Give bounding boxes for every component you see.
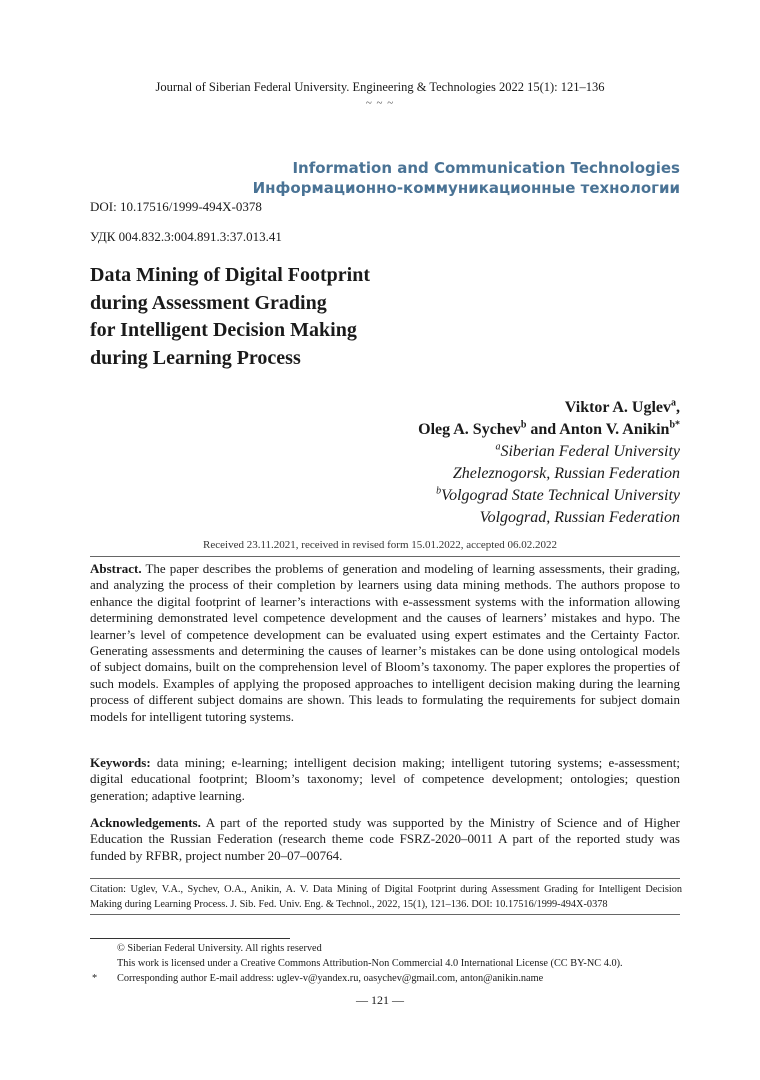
copyright-note: © Siberian Federal University. All rights reserved	[117, 943, 322, 954]
author-name: Oleg A. Sychev	[418, 421, 521, 438]
abstract-label: Abstract.	[90, 561, 142, 576]
affiliation-location: Volgograd, Russian Federation	[479, 509, 680, 526]
keywords	[90, 755, 680, 804]
author-line: Oleg A. Sychev$^b$ and Anton V. Anikin$^{b*}$	[418, 419, 680, 438]
asterisk-mark: *	[92, 973, 98, 984]
title-line: Data Mining of Digital Footprint	[90, 264, 370, 286]
section-title-ru: Информационно-коммуникационные технологии	[252, 179, 680, 197]
divider	[90, 914, 680, 915]
keywords-text: data mining; e-learning; intelligent decision making; intelligent tutoring systems; e-assessment; digital educational footprint; Bloom’s taxonomy; level of competence development; ontologies; question generation; adaptive learning.	[90, 755, 680, 803]
page-number: — 121 —	[356, 993, 404, 1007]
divider	[90, 878, 680, 879]
abstract	[90, 561, 680, 725]
affiliation: $^a$Siberian Federal University	[495, 441, 680, 460]
author-line: Viktor A. Uglev$^a$,	[564, 397, 680, 416]
journal-header: Journal of Siberian Federal University. Engineering & Technologies 2022 15(1): 121–136	[155, 80, 605, 94]
authors-block	[418, 397, 680, 529]
keywords-label: Keywords:	[90, 755, 151, 770]
udk-code: УДК 004.832.3:004.891.3:37.013.41	[90, 229, 282, 244]
citation: Citation: Uglev, V.A., Sychev, O.A., Anikin, A. V. Data Mining of Digital Footprint during Assessment Grading for Intelligent Decision Making during Learning Process. J. Sib. Fed. Univ. Eng. & Technol., 2022, 15(1), 121–136. DOI: 10.17516/1999-494X-0378	[90, 884, 682, 910]
acknowledgements-text: A part of the reported study was supported by the Ministry of Science and of Higher Education the Russian Federation (research theme code FSRZ-2020–0011 A part of the reported study was funded by RFBR, project number 20–07–00764.	[90, 815, 680, 863]
author-name: Viktor A. Uglev	[564, 399, 671, 416]
affiliation-mark: b*	[669, 419, 680, 431]
title-line: for Intelligent Decision Making	[90, 319, 357, 341]
author-name: Anton V. Anikin	[559, 421, 670, 438]
footnote-rule	[90, 938, 290, 939]
footnotes	[90, 941, 690, 986]
title-line: during Learning Process	[90, 346, 301, 369]
license-note: This work is licensed under a Creative Commons Attribution-Non Commercial 4.0 International License (CC BY-NC 4.0).	[117, 958, 623, 969]
corresponding-author-note: * Corresponding author E-mail address: uglev-v@yandex.ru, oasychev@gmail.com, anton@anikin.name	[92, 973, 544, 984]
affiliation-location: Zheleznogorsk, Russian Federation	[452, 465, 680, 482]
acknowledgements-label: Acknowledgements.	[90, 815, 201, 830]
received-dates: Received 23.11.2021, received in revised form 15.01.2022, accepted 06.02.2022	[203, 539, 557, 551]
section-title-en: Information and Communication Technologies	[292, 159, 680, 177]
affiliation: $^b$Volgograd State Technical University	[436, 485, 680, 504]
affiliation-mark: b	[520, 419, 527, 431]
divider	[90, 556, 680, 557]
affiliation-mark: a	[671, 397, 676, 409]
abstract-text: The paper describes the problems of generation and modeling of learning assessments, their grading, and analyzing the process of their completion by learners using data mining methods. The authors propose to enhance the digital footprint of learner’s interactions with e-assessment systems with the information allowing determining demonstrated level competence development and the causes of learners’ mistakes and hypo. The learner’s level of competence development can be evaluated using expert estimates and the Certainty Factor. Generating assessments and determining the causes of learner’s mistakes can be done using ontological models of subject domains, built on the comprehension level of Bloom’s taxonomy. The paper explores the properties of such models. Examples of applying the proposed approaches to intelligent decision making during the learning process of different subject domains are shown. This leads to formulating the requirements for subject domain models for intelligent tutoring systems.	[90, 561, 680, 724]
doi: DOI: 10.17516/1999-494X-0378	[90, 199, 262, 214]
acknowledgements	[90, 815, 680, 864]
paper-title	[90, 262, 510, 372]
title-line: during Assessment Grading	[90, 291, 327, 314]
header-separator: ~ ~ ~	[365, 97, 395, 109]
